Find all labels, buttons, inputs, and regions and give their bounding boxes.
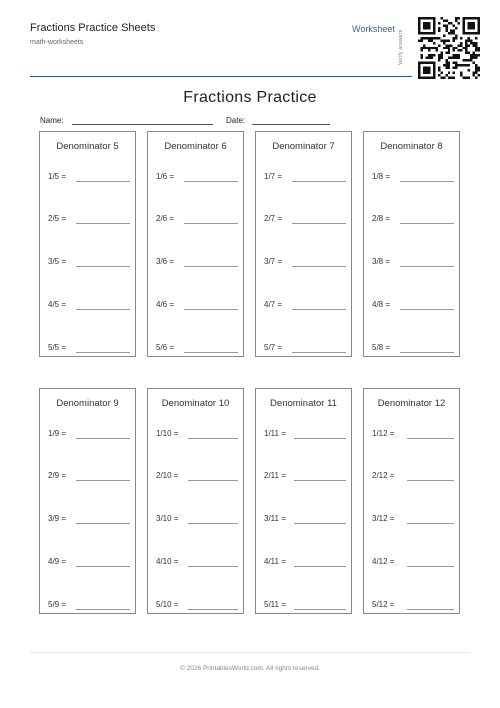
problem-label: 4/10 = [156,557,179,566]
problem-row [264,514,349,526]
problem-row [264,600,349,612]
problem-row [48,471,133,483]
denominator-card [147,388,244,614]
answer-blank[interactable] [294,480,346,481]
denominator-card [147,131,244,357]
problem-row [156,600,241,612]
problem-label: 5/10 = [156,600,179,609]
problem-label: 4/11 = [264,557,286,566]
problem-row [48,172,133,184]
answer-blank[interactable] [294,566,346,567]
denominator-card [255,388,352,614]
card-title: Denominator 8 [380,141,443,152]
answer-blank[interactable] [294,438,346,439]
answer-blank[interactable] [407,566,454,567]
denominator-card [39,131,136,357]
answer-blank[interactable] [400,266,454,267]
problem-label: 5/7 = [264,343,283,352]
page-title: Fractions Practice [183,89,317,106]
problem-row [156,514,241,526]
problem-row [156,429,241,441]
problem-row [264,172,349,184]
problem-label: 2/8 = [372,214,391,223]
problem-row [264,471,349,483]
answer-blank[interactable] [407,480,454,481]
date-field[interactable] [252,124,330,125]
problem-label: 2/11 = [264,471,286,480]
problem-row [48,429,133,441]
problem-row [372,429,457,441]
name-label: Name: [40,116,64,125]
problem-label: 1/11 = [264,429,286,438]
denominator-card [39,388,136,614]
problem-row [156,172,241,184]
answer-blank[interactable] [76,309,130,310]
answer-blank[interactable] [188,609,238,610]
header-divider [30,76,412,77]
problem-row [372,257,457,269]
card-title: Denominator 6 [164,141,227,152]
problem-row [264,214,349,226]
answer-blank[interactable] [407,438,454,439]
qr-code-icon [418,17,480,79]
answer-blank[interactable] [184,352,238,353]
problem-row [48,300,133,312]
problem-row [372,300,457,312]
answer-blank[interactable] [76,566,130,567]
denominator-card [363,131,460,357]
answer-blank[interactable] [292,181,346,182]
problem-label: 2/10 = [156,471,179,480]
problem-row [372,471,457,483]
answer-blank[interactable] [188,480,238,481]
answer-blank[interactable] [292,223,346,224]
answer-blank[interactable] [294,609,346,610]
problem-label: 2/12 = [372,471,395,480]
problem-label: 3/12 = [372,514,395,523]
problem-label: 3/11 = [264,514,286,523]
problem-row [156,300,241,312]
problem-label: 3/5 = [48,257,67,266]
worksheet-tag: Worksheet [352,24,395,34]
problem-label: 3/8 = [372,257,391,266]
problem-row [156,343,241,355]
problem-label: 3/7 = [264,257,283,266]
answer-blank[interactable] [76,181,130,182]
problem-row [156,214,241,226]
problem-row [48,600,133,612]
answer-blank[interactable] [292,352,346,353]
problem-row [264,429,349,441]
denominator-card [363,388,460,614]
answer-blank[interactable] [76,223,130,224]
answer-blank[interactable] [76,266,130,267]
problem-row [264,300,349,312]
problem-label: 5/5 = [48,343,67,352]
problem-label: 5/11 = [264,600,286,609]
name-field[interactable] [72,124,213,125]
card-title: Denominator 7 [272,141,335,152]
answer-blank[interactable] [407,609,454,610]
problem-label: 4/8 = [372,300,391,309]
problem-label: 2/6 = [156,214,175,223]
answer-blank[interactable] [76,438,130,439]
problem-label: 1/12 = [372,429,395,438]
problem-label: 3/9 = [48,514,67,523]
problem-row [372,600,457,612]
answer-blank[interactable] [400,181,454,182]
card-title: Denominator 12 [377,398,446,409]
problem-label: 4/7 = [264,300,283,309]
answer-blank[interactable] [292,266,346,267]
problem-label: 1/5 = [48,172,67,181]
problem-row [372,214,457,226]
problem-row [264,257,349,269]
answer-blank[interactable] [76,609,130,610]
answer-blank[interactable] [400,352,454,353]
answer-blank[interactable] [188,438,238,439]
problem-label: 1/6 = [156,172,175,181]
date-label: Date: [226,116,246,125]
answer-blank[interactable] [400,309,454,310]
problem-row [156,257,241,269]
answer-blank[interactable] [188,566,238,567]
problem-label: 3/6 = [156,257,175,266]
denominator-card [255,131,352,357]
card-title: Denominator 5 [56,141,119,152]
problem-row [48,514,133,526]
problem-label: 1/7 = [264,172,283,181]
problem-label: 4/5 = [48,300,67,309]
problem-row [156,557,241,569]
problem-label: 2/7 = [264,214,283,223]
problem-row [156,471,241,483]
problem-label: 4/9 = [48,557,67,566]
problem-row [372,343,457,355]
card-title: Denominator 11 [270,398,337,409]
problem-row [48,343,133,355]
problem-label: 5/8 = [372,343,391,352]
problem-row [48,257,133,269]
site-subtitle: math-worksheets [30,39,84,46]
problem-row [48,214,133,226]
card-title: Denominator 10 [161,398,230,409]
problem-row [264,343,349,355]
problem-label: 1/9 = [48,429,67,438]
problem-label: 5/12 = [372,600,395,609]
problem-label: 1/10 = [156,429,179,438]
problem-label: 2/5 = [48,214,67,223]
answer-blank[interactable] [184,309,238,310]
problem-label: 3/10 = [156,514,179,523]
answer-blank[interactable] [76,523,130,524]
answer-blank[interactable] [188,523,238,524]
problem-label: 1/8 = [372,172,391,181]
answer-blank[interactable] [76,480,130,481]
answer-blank[interactable] [400,223,454,224]
answer-blank[interactable] [292,309,346,310]
problem-label: 4/6 = [156,300,175,309]
verify-answers-label: Verify answers [398,29,404,65]
problem-label: 5/6 = [156,343,175,352]
problem-row [372,557,457,569]
answer-blank[interactable] [184,266,238,267]
problem-label: 2/9 = [48,471,67,480]
answer-blank[interactable] [184,181,238,182]
problem-row [372,172,457,184]
problem-row [264,557,349,569]
answer-blank[interactable] [294,523,346,524]
problem-label: 4/12 = [372,557,395,566]
answer-blank[interactable] [184,223,238,224]
answer-blank[interactable] [76,352,130,353]
problem-label: 5/9 = [48,600,67,609]
site-title: Fractions Practice Sheets [30,22,156,34]
answer-blank[interactable] [407,523,454,524]
copyright-footer: © 2026 PrintablesWorld.com. All rights reserved. [180,665,320,672]
footer-divider [30,652,470,653]
problem-row [48,557,133,569]
card-title: Denominator 9 [56,398,119,409]
problem-row [372,514,457,526]
